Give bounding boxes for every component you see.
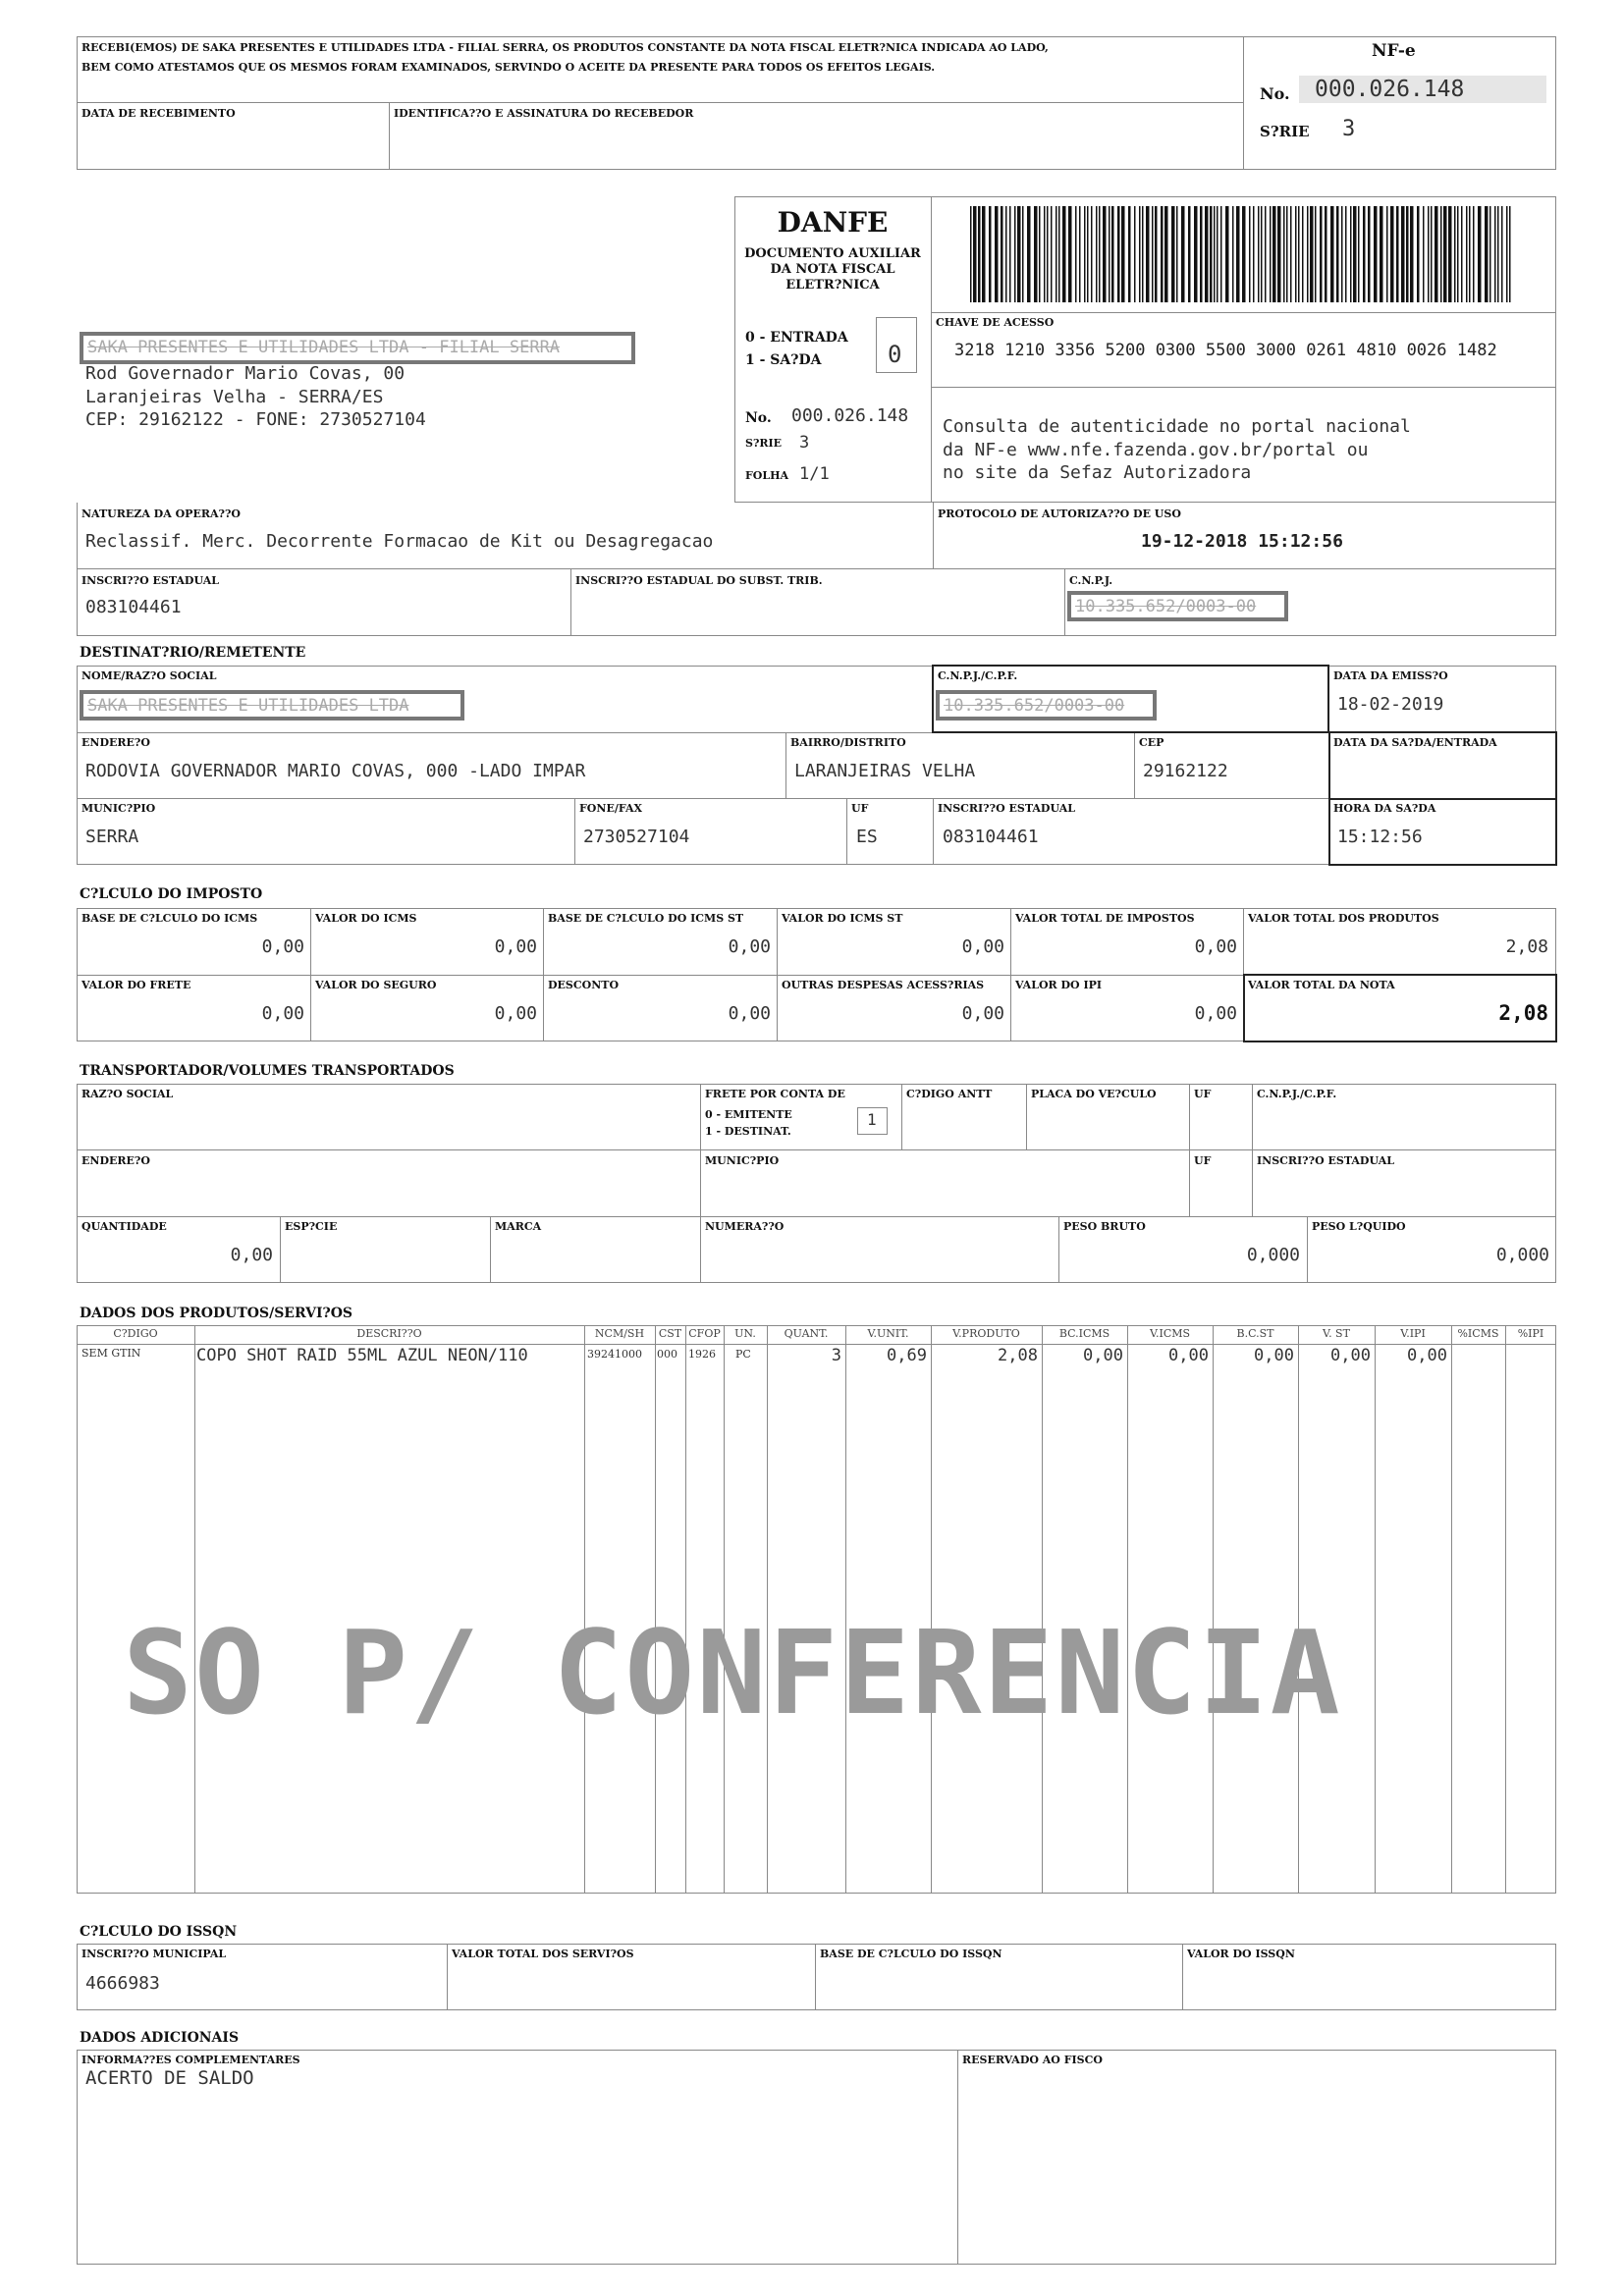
- col-header: V.ICMS: [1149, 1327, 1191, 1340]
- barcode-bar: [1022, 206, 1024, 302]
- nfe-title: NF-e: [1372, 41, 1416, 61]
- barcode-bar: [1325, 206, 1327, 302]
- col-header: V.IPI: [1400, 1327, 1426, 1340]
- barcode-bar: [1152, 206, 1154, 302]
- protocolo-value: 19-12-2018 15:12:56: [1141, 531, 1343, 552]
- barcode-bar: [1068, 206, 1072, 302]
- dest-bairro-label: BAIRRO/DISTRITO: [790, 736, 906, 749]
- im-value: 4666983: [85, 1973, 160, 1994]
- barcode-bar: [1220, 206, 1222, 302]
- barcode-bar: [1431, 206, 1433, 302]
- im-label: INSCRI??O MUNICIPAL: [81, 1948, 227, 1960]
- barcode-bar: [1345, 206, 1347, 302]
- hora-saida-label: HORA DA SA?DA: [1333, 802, 1436, 815]
- barcode-bar: [1109, 206, 1110, 302]
- col-header: V.UNIT.: [867, 1327, 909, 1340]
- danfe-tipo-value: 0: [888, 341, 902, 368]
- cell-cst: 000: [657, 1348, 677, 1361]
- canhoto: [77, 36, 1556, 170]
- cell-codigo: SEM GTIN: [81, 1347, 141, 1360]
- dest-nome-value: SAKA PRESENTES E UTILIDADES LTDA: [80, 690, 464, 721]
- barcode-bar: [1079, 206, 1081, 302]
- barcode-bar: [1302, 206, 1304, 302]
- tax-label: VALOR DO ICMS ST: [782, 912, 903, 925]
- barcode-bar: [978, 206, 981, 302]
- danfe-no-label: No.: [745, 410, 772, 426]
- emitente-address: Rod Governador Mario Covas, 00: [85, 363, 406, 384]
- barcode-bar: [1283, 206, 1285, 302]
- quantidade-value: 0,00: [230, 1245, 273, 1265]
- dest-endereco-value: RODOVIA GOVERNADOR MARIO COVAS, 000 -LADO IMPAR: [85, 761, 586, 781]
- danfe-subtitle-1: DOCUMENTO AUXILIAR: [744, 246, 921, 261]
- column-divider: [1451, 1325, 1452, 1894]
- dest-fone-value: 2730527104: [583, 827, 690, 847]
- transp-uf2-label: UF: [1194, 1154, 1212, 1167]
- natureza-value: Reclassif. Merc. Decorrente Formacao de Kit ou Desagregacao: [85, 531, 714, 552]
- barcode-bar: [1128, 206, 1131, 302]
- barcode-bar: [1096, 206, 1098, 302]
- col-header: CST: [658, 1327, 682, 1340]
- dest-cep-label: CEP: [1139, 736, 1164, 749]
- tax-value: 2,08: [1505, 936, 1548, 957]
- barcode-bar: [1358, 206, 1360, 302]
- barcode-bar: [1509, 206, 1511, 302]
- barcode-bar: [1448, 206, 1452, 302]
- barcode-bar: [1111, 206, 1114, 302]
- transportador-section: TRANSPORTADOR/VOLUMES TRANSPORTADOS: [80, 1063, 455, 1079]
- protocolo-label: PROTOCOLO DE AUTORIZA??O DE USO: [938, 507, 1181, 520]
- barcode-bar: [1009, 206, 1011, 302]
- canhoto-serie-value: 3: [1342, 117, 1356, 141]
- barcode-bar: [1146, 206, 1150, 302]
- consulta-line-1: Consulta de autenticidade no portal nacional: [943, 416, 1411, 437]
- watermark: SO P/ CONFERENCIA: [123, 1605, 1342, 1740]
- tax-value: 0,00: [728, 1003, 771, 1024]
- barcode-bar: [1390, 206, 1394, 302]
- barcode-bar: [970, 206, 972, 302]
- danfe-folha-label: FOLHA: [745, 469, 789, 482]
- barcode-bar: [1310, 206, 1314, 302]
- barcode-bar: [1401, 206, 1405, 302]
- column-divider: [1375, 1325, 1376, 1894]
- especie-label: ESP?CIE: [285, 1220, 338, 1233]
- barcode-bar: [1217, 206, 1218, 302]
- canhoto-serie-label: S?RIE: [1260, 123, 1310, 140]
- servicos-label: VALOR TOTAL DOS SERVI?OS: [452, 1948, 634, 1960]
- ie-st-label: INSCRI??O ESTADUAL DO SUBST. TRIB.: [575, 574, 823, 587]
- issqn-block: [77, 1944, 1556, 2010]
- cell-bcst: 0,00: [1254, 1346, 1294, 1365]
- col-header: %ICMS: [1457, 1327, 1499, 1340]
- barcode-bar: [1062, 206, 1066, 302]
- barcode-bar: [1443, 206, 1447, 302]
- barcode-bar: [1214, 206, 1216, 302]
- emitente-name: SAKA PRESENTES E UTILIDADES LTDA - FILIAL SERRA: [80, 332, 635, 364]
- frete-label: FRETE POR CONTA DE: [705, 1088, 845, 1100]
- barcode-bar: [1236, 206, 1240, 302]
- barcode-bar: [1058, 206, 1060, 302]
- col-header: DESCRI??O: [356, 1327, 422, 1340]
- danfe-subtitle-3: ELETR?NICA: [785, 278, 880, 293]
- barcode-bar: [1478, 206, 1482, 302]
- tax-value: 0,00: [261, 936, 304, 957]
- tax-label: BASE DE C?LCULO DO ICMS: [81, 912, 258, 925]
- barcode-bar: [1353, 206, 1357, 302]
- tax-label: VALOR TOTAL DE IMPOSTOS: [1015, 912, 1195, 925]
- chave-label: CHAVE DE ACESSO: [936, 316, 1055, 329]
- danfe-title: DANFE: [777, 206, 889, 239]
- chave-value: 3218 1210 3356 5200 0300 5500 3000 0261 4810 0026 1482: [954, 341, 1497, 360]
- tax-label: DESCONTO: [548, 979, 620, 991]
- barcode-bar: [1428, 206, 1430, 302]
- cell-vunit: 0,69: [887, 1346, 927, 1365]
- barcode-bar: [1261, 206, 1263, 302]
- peso-liquido-label: PESO L?QUIDO: [1312, 1220, 1406, 1233]
- barcode-bar: [1485, 206, 1489, 302]
- barcode-bar: [1265, 206, 1267, 302]
- adicionais-section: DADOS ADICIONAIS: [80, 2030, 240, 2046]
- dest-cnpj-value: 10.335.652/0003-00: [936, 690, 1157, 721]
- barcode-bar: [1298, 206, 1300, 302]
- barcode-bar: [1386, 206, 1388, 302]
- barcode-bar: [1027, 206, 1031, 302]
- barcode-bar: [1139, 206, 1141, 302]
- tax-label: VALOR DO ICMS: [315, 912, 417, 925]
- dest-endereco-label: ENDERE?O: [81, 736, 150, 749]
- cell-vproduto: 2,08: [998, 1346, 1038, 1365]
- dest-municipio-label: MUNIC?PIO: [81, 802, 156, 815]
- barcode-bar: [1272, 206, 1276, 302]
- tax-value: 0,00: [728, 936, 771, 957]
- quantidade-label: QUANTIDADE: [81, 1220, 167, 1233]
- peso-liquido-value: 0,000: [1495, 1245, 1549, 1265]
- dest-municipio-value: SERRA: [85, 827, 139, 847]
- barcode-bar: [1336, 206, 1339, 302]
- canhoto-text-2: BEM COMO ATESTAMOS QUE OS MESMOS FORAM EXAMINADOS, SERVINDO O ACEITE DA PRESENTE PARA TODOS OS EFEITOS LEGAIS.: [81, 61, 936, 74]
- dest-ie-label: INSCRI??O ESTADUAL: [938, 802, 1075, 815]
- canhoto-no-label: No.: [1260, 84, 1290, 103]
- cell-descricao: COPO SHOT RAID 55ML AZUL NEON/110: [196, 1346, 528, 1365]
- peso-bruto-label: PESO BRUTO: [1063, 1220, 1146, 1233]
- ie-value: 083104461: [85, 597, 182, 617]
- dest-uf-value: ES: [856, 827, 878, 847]
- numeracao-label: NUMERA??O: [705, 1220, 785, 1233]
- ie-label: INSCRI??O ESTADUAL: [81, 574, 219, 587]
- barcode-bar: [1350, 206, 1352, 302]
- danfe-saida: 1 - SA?DA: [745, 352, 822, 368]
- barcode-bar: [1457, 206, 1459, 302]
- destinatario-section: DESTINAT?RIO/REMETENTE: [80, 645, 306, 661]
- transp-uf-label: UF: [1194, 1088, 1212, 1100]
- barcode-bar: [1232, 206, 1234, 302]
- barcode-bar: [1396, 206, 1399, 302]
- barcode-bar: [989, 206, 992, 302]
- cell-vicms: 0,00: [1168, 1346, 1209, 1365]
- frete-opt-destinat: 1 - DESTINAT.: [705, 1125, 791, 1138]
- barcode: [970, 206, 1515, 302]
- transp-ie-label: INSCRI??O ESTADUAL: [1257, 1154, 1394, 1167]
- marca-label: MARCA: [495, 1220, 542, 1233]
- hora-saida-value: 15:12:56: [1337, 827, 1423, 847]
- cell-bcicms: 0,00: [1083, 1346, 1123, 1365]
- barcode-bar: [1091, 206, 1093, 302]
- barcode-bar: [1047, 206, 1049, 302]
- barcode-bar: [982, 206, 986, 302]
- tax-value: 0,00: [961, 1003, 1004, 1024]
- barcode-bar: [1161, 206, 1164, 302]
- barcode-bar: [1001, 206, 1003, 302]
- barcode-bar: [1368, 206, 1371, 302]
- barcode-bar: [1497, 206, 1499, 302]
- barcode-bar: [1155, 206, 1158, 302]
- barcode-bar: [1270, 206, 1272, 302]
- cell-cfop: 1926: [688, 1348, 716, 1361]
- barcode-bar: [1307, 206, 1309, 302]
- col-header: NCM/SH: [594, 1327, 645, 1340]
- barcode-bar: [1374, 206, 1378, 302]
- barcode-bar: [1121, 206, 1125, 302]
- barcode-bar: [1051, 206, 1053, 302]
- col-header: V. ST: [1323, 1327, 1350, 1340]
- barcode-bar: [1363, 206, 1366, 302]
- tax-value: 0,00: [1194, 1003, 1237, 1024]
- col-header: QUANT.: [784, 1327, 829, 1340]
- natureza-label: NATUREZA DA OPERA??O: [81, 507, 241, 520]
- barcode-bar: [1103, 206, 1107, 302]
- barcode-bar: [1417, 206, 1420, 302]
- barcode-bar: [1099, 206, 1101, 302]
- barcode-bar: [1469, 206, 1471, 302]
- emissao-label: DATA DA EMISS?O: [1333, 669, 1448, 682]
- danfe-subtitle-2: DA NOTA FISCAL: [770, 262, 895, 277]
- transp-endereco-label: ENDERE?O: [81, 1154, 150, 1167]
- col-header: BC.ICMS: [1058, 1327, 1110, 1340]
- info-complementar-label: INFORMA??ES COMPLEMENTARES: [81, 2054, 300, 2066]
- adicionais-block: [77, 2050, 1556, 2265]
- barcode-bar: [1005, 206, 1007, 302]
- barcode-bar: [1194, 206, 1198, 302]
- transp-razao-label: RAZ?O SOCIAL: [81, 1088, 174, 1100]
- barcode-bar: [1142, 206, 1144, 302]
- col-header: %IPI: [1517, 1327, 1544, 1340]
- barcode-bar: [1440, 206, 1442, 302]
- barcode-bar: [1084, 206, 1086, 302]
- tax-label: VALOR DO FRETE: [81, 979, 191, 991]
- tax-value: 0,00: [961, 936, 1004, 957]
- barcode-bar: [1205, 206, 1209, 302]
- col-header: B.C.ST: [1236, 1327, 1274, 1340]
- cell-un: PC: [735, 1348, 751, 1361]
- barcode-bar: [1034, 206, 1038, 302]
- transp-cnpj-label: C.N.P.J./C.P.F.: [1257, 1088, 1337, 1100]
- total-nota-value: 2,08: [1498, 1001, 1548, 1025]
- barcode-bar: [1044, 206, 1046, 302]
- barcode-bar: [1461, 206, 1463, 302]
- barcode-bar: [1330, 206, 1334, 302]
- barcode-bar: [973, 206, 977, 302]
- barcode-bar: [1087, 206, 1089, 302]
- emitente-cnpj-value: 10.335.652/0003-00: [1067, 591, 1288, 621]
- barcode-bar: [1454, 206, 1456, 302]
- issqn-valor-label: VALOR DO ISSQN: [1187, 1948, 1295, 1960]
- placa-label: PLACA DO VE?CULO: [1031, 1088, 1157, 1100]
- barcode-bar: [1290, 206, 1292, 302]
- column-divider: [1505, 1325, 1506, 1894]
- emissao-value: 18-02-2019: [1337, 694, 1444, 715]
- emitente-city: Laranjeiras Velha - SERRA/ES: [85, 387, 384, 407]
- frete-opt-emitente: 0 - EMITENTE: [705, 1108, 792, 1121]
- barcode-bar: [1501, 206, 1503, 302]
- barcode-bar: [1315, 206, 1317, 302]
- danfe-folha-value: 1/1: [799, 464, 830, 484]
- imposto-section: C?LCULO DO IMPOSTO: [80, 886, 263, 902]
- barcode-bar: [1117, 206, 1120, 302]
- col-header: V.PRODUTO: [952, 1327, 1020, 1340]
- receipt-date-label: DATA DE RECEBIMENTO: [81, 107, 236, 120]
- danfe-entrada: 0 - ENTRADA: [745, 330, 848, 346]
- barcode-bar: [1295, 206, 1297, 302]
- danfe-serie-value: 3: [799, 433, 810, 453]
- frete-value: 1: [867, 1110, 877, 1129]
- barcode-bar: [1489, 206, 1491, 302]
- canhoto-text-1: RECEBI(EMOS) DE SAKA PRESENTES E UTILIDADES LTDA - FILIAL SERRA, OS PRODUTOS CONSTANTE DA NOTA FISCAL ELETR?NICA INDICADA AO LADO,: [81, 41, 1049, 54]
- tax-value: 0,00: [261, 1003, 304, 1024]
- barcode-bar: [1171, 206, 1175, 302]
- tax-value: 0,00: [494, 936, 537, 957]
- consulta-line-3: no site da Sefaz Autorizadora: [943, 462, 1252, 483]
- barcode-bar: [1406, 206, 1409, 302]
- barcode-bar: [1410, 206, 1414, 302]
- saida-date-label: DATA DA SA?DA/ENTRADA: [1333, 736, 1497, 749]
- barcode-bar: [1494, 206, 1496, 302]
- barcode-bar: [1056, 206, 1057, 302]
- barcode-bar: [1320, 206, 1323, 302]
- danfe-no-value: 000.026.148: [791, 405, 909, 426]
- barcode-bar: [1017, 206, 1021, 302]
- tax-value: 0,00: [1194, 936, 1237, 957]
- barcode-bar: [1506, 206, 1508, 302]
- dest-ie-value: 083104461: [943, 827, 1039, 847]
- barcode-bar: [1277, 206, 1281, 302]
- issqn-base-label: BASE DE C?LCULO DO ISSQN: [820, 1948, 1002, 1960]
- barcode-bar: [995, 206, 999, 302]
- receiver-signature-label: IDENTIFICA??O E ASSINATURA DO RECEBEDOR: [394, 107, 694, 120]
- issqn-section: C?LCULO DO ISSQN: [80, 1924, 238, 1940]
- dest-cep-value: 29162122: [1143, 761, 1228, 781]
- barcode-bar: [1258, 206, 1260, 302]
- barcode-bar: [1473, 206, 1475, 302]
- tax-label: VALOR TOTAL DOS PRODUTOS: [1248, 912, 1439, 925]
- total-nota-label: VALOR TOTAL DA NOTA: [1248, 979, 1395, 991]
- dest-bairro-value: LARANJEIRAS VELHA: [794, 761, 976, 781]
- produtos-section: DADOS DOS PRODUTOS/SERVI?OS: [80, 1306, 353, 1321]
- dest-fone-label: FONE/FAX: [579, 802, 643, 815]
- barcode-bar: [1134, 206, 1136, 302]
- cell-quant: 3: [831, 1346, 841, 1365]
- danfe-serie-label: S?RIE: [745, 437, 783, 450]
- barcode-bar: [1164, 206, 1168, 302]
- barcode-bar: [1380, 206, 1383, 302]
- cell-vst: 0,00: [1330, 1346, 1371, 1365]
- emitente-cep-fone: CEP: 29162122 - FONE: 2730527104: [85, 409, 426, 430]
- info-complementar-value: ACERTO DE SALDO: [85, 2067, 254, 2089]
- peso-bruto-value: 0,000: [1246, 1245, 1300, 1265]
- barcode-bar: [1200, 206, 1203, 302]
- barcode-bar: [1075, 206, 1077, 302]
- barcode-bar: [1286, 206, 1288, 302]
- col-header: C?DIGO: [113, 1327, 158, 1340]
- barcode-bar: [1014, 206, 1016, 302]
- dest-nome-label: NOME/RAZ?O SOCIAL: [81, 669, 217, 682]
- antt-label: C?DIGO ANTT: [906, 1088, 993, 1100]
- tax-value: 0,00: [494, 1003, 537, 1024]
- canhoto-no-value: 000.026.148: [1299, 76, 1546, 103]
- tax-label: VALOR DO IPI: [1015, 979, 1103, 991]
- barcode-bar: [1210, 206, 1213, 302]
- reservado-fisco-label: RESERVADO AO FISCO: [962, 2054, 1103, 2066]
- cell-ncm: 39241000: [587, 1348, 642, 1361]
- dest-cnpj-label: C.N.P.J./C.P.F.: [938, 669, 1018, 682]
- barcode-bar: [1039, 206, 1041, 302]
- barcode-bar: [1181, 206, 1185, 302]
- tax-label: OUTRAS DESPESAS ACESS?RIAS: [782, 979, 985, 991]
- col-header: UN.: [734, 1327, 756, 1340]
- dest-uf-label: UF: [851, 802, 869, 815]
- transp-municipio-label: MUNIC?PIO: [705, 1154, 780, 1167]
- barcode-bar: [1188, 206, 1191, 302]
- barcode-bar: [1466, 206, 1468, 302]
- consulta-line-2: da NF-e www.nfe.fazenda.gov.br/portal ou: [943, 440, 1369, 460]
- cell-vipi: 0,00: [1407, 1346, 1447, 1365]
- col-header: CFOP: [688, 1327, 721, 1340]
- barcode-bar: [1423, 206, 1425, 302]
- tax-label: BASE DE C?LCULO DO ICMS ST: [548, 912, 744, 925]
- barcode-bar: [1253, 206, 1255, 302]
- barcode-bar: [1249, 206, 1251, 302]
- barcode-bar: [1176, 206, 1178, 302]
- tax-label: VALOR DO SEGURO: [315, 979, 437, 991]
- barcode-bar: [1242, 206, 1246, 302]
- emitente-cnpj-label: C.N.P.J.: [1069, 574, 1113, 587]
- barcode-bar: [1435, 206, 1438, 302]
- barcode-bar: [1225, 206, 1229, 302]
- barcode-bar: [1341, 206, 1343, 302]
